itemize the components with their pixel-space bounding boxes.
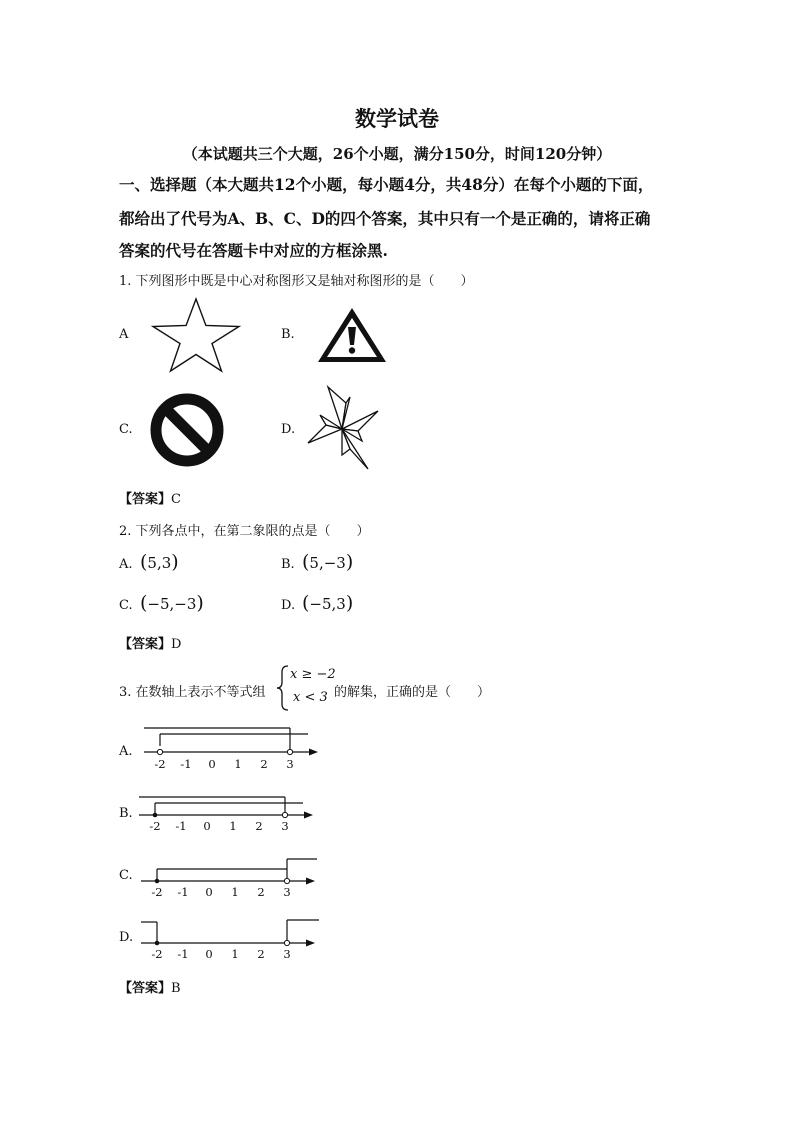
pinwheel-icon [302,385,382,473]
question-3-text-before: 3. 在数轴上表示不等式组 [119,685,266,700]
tick-label: 0 [208,757,216,771]
q2-option-b-label: B. [281,557,295,572]
number-line-b [135,792,325,838]
tick-label: 1 [231,947,239,961]
page-subtitle: （本试题共三个大题，26个小题，满分150分，时间120分钟） [182,145,612,163]
q3-option-b-label: B. [119,806,133,821]
number-line-d [137,914,327,962]
section1-line1: 一、选择题（本大题共12个小题，每小题4分，共48分）在每个小题的下面， [119,175,654,194]
inequality-1: x ≥ −2 [290,667,336,682]
q1-answer-value: C [171,492,181,507]
tick-label: 1 [231,885,239,899]
q2-option-d-label: D. [281,598,296,613]
question-3-text-after: 的解集，正确的是（ ） [334,685,491,700]
tick-label: 0 [205,885,213,899]
tick-label: -1 [177,947,189,961]
star-icon [148,296,244,374]
question-2-text: 2. 下列各点中，在第二象限的点是（ ） [119,524,370,539]
number-line-a [140,724,330,774]
q1-option-b-label: B. [281,327,295,342]
tick-label: -2 [151,947,163,961]
tick-labels [151,947,290,961]
tick-label: -1 [175,819,187,833]
q2-option-c-label: C. [119,598,133,613]
q2-option-a-value: (5,3) [140,551,179,573]
number-line-c [137,854,327,900]
q2-option-d-value: (−5,3) [302,592,354,614]
prohibition-sign-icon [148,391,226,469]
q1-option-a-label: A [119,327,129,342]
q3-answer-label: 【答案】 [119,981,172,996]
system-brace [276,664,290,712]
q2-answer [119,633,181,652]
warning-triangle-icon [315,305,389,365]
tick-label: -1 [177,885,189,899]
tick-label: -2 [154,757,166,771]
page-title: 数学试卷 [355,106,439,131]
tick-label: 2 [255,819,263,833]
q3-option-c-label: C. [119,868,133,883]
tick-labels [149,819,288,833]
tick-label: 1 [234,757,242,771]
q2-option-c-value: (−5,−3) [140,592,204,614]
tick-label: 2 [260,757,268,771]
q1-option-c-label: C. [119,422,133,437]
q3-answer-value: B [171,981,181,996]
tick-label: 0 [205,947,213,961]
tick-label: 3 [286,757,294,771]
q2-option-a-label: A. [119,557,133,572]
q1-answer [119,488,181,507]
q3-option-d-label: D. [119,930,134,945]
question-1-text: 1. 下列图形中既是中心对称图形又是轴对称图形的是（ ） [119,274,474,289]
inequality-2: x < 3 [293,690,328,705]
q1-answer-label: 【答案】 [119,492,172,507]
tick-labels [154,757,293,771]
q2-option-b-value: (5,−3) [302,551,354,573]
q3-option-a-label: A. [119,744,133,759]
tick-label: -1 [180,757,192,771]
q1-option-d-label: D. [281,422,296,437]
tick-label: 2 [257,947,265,961]
section1-line2: 都给出了代号为A、B、C、D的四个答案，其中只有一个是正确的，请将正确 [119,209,651,228]
tick-label: 3 [281,819,289,833]
tick-label: -2 [149,819,161,833]
tick-label: 0 [203,819,211,833]
q2-answer-label: 【答案】 [119,637,172,652]
tick-label: 1 [229,819,237,833]
q2-answer-value: D [171,637,182,652]
tick-label: 2 [257,885,265,899]
section1-line3: 答案的代号在答题卡中对应的方框涂黑. [119,241,388,260]
tick-label: -2 [151,885,163,899]
tick-labels [151,885,290,899]
tick-label: 3 [283,947,291,961]
q3-answer [119,977,181,996]
tick-label: 3 [283,885,291,899]
